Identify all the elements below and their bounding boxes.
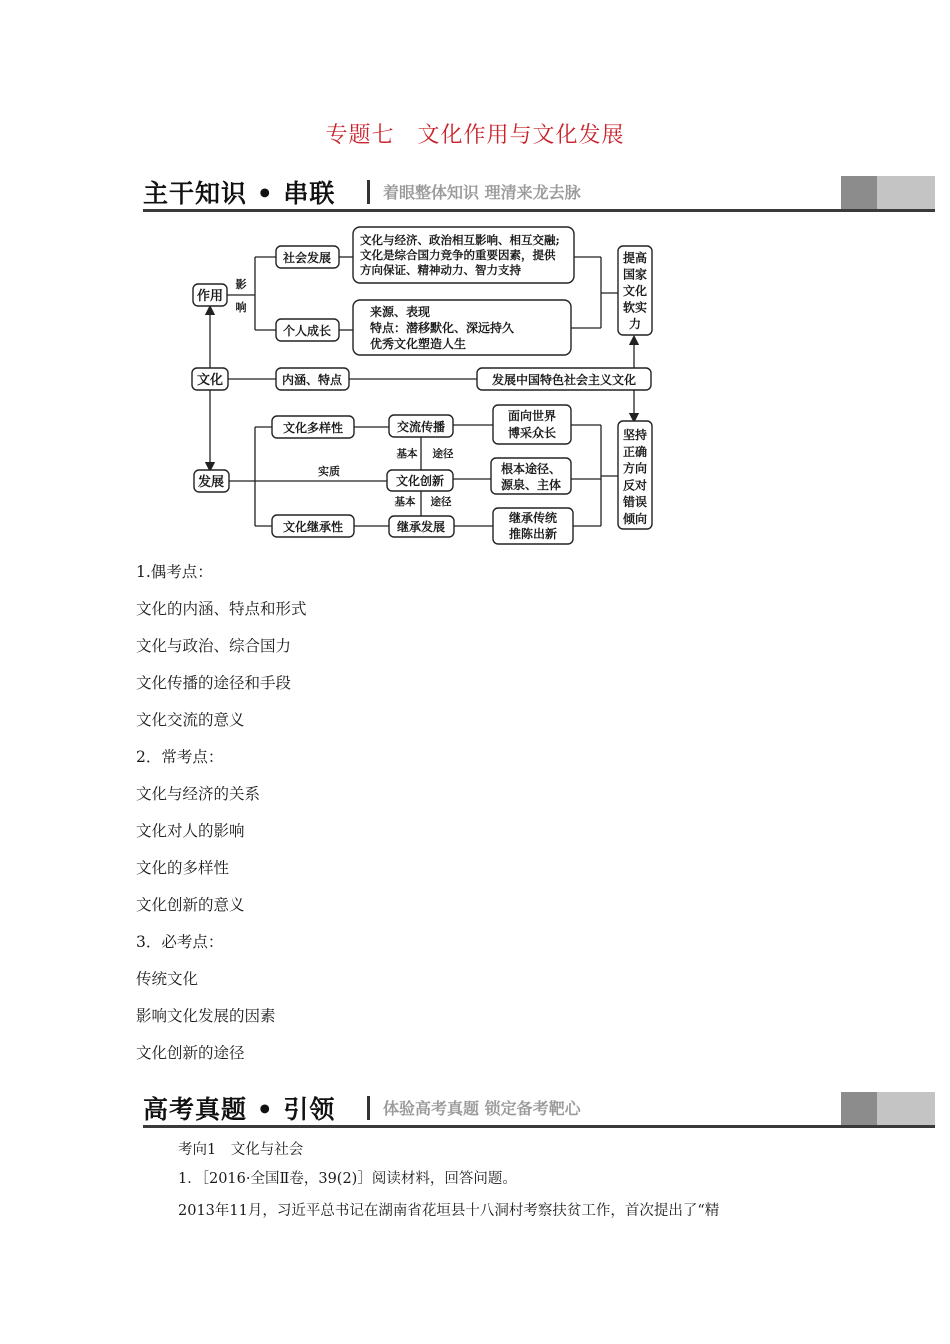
list-item: 文化的内涵、特点和形式 [136,600,307,618]
list-item: 文化与经济的关系 [136,785,261,803]
list-item: 3．必考点： [136,933,224,951]
exam-material: 2013年11月，习近平总书记在湖南省花垣县十八洞村考察扶贫工作，首次提出了“精 [178,1203,720,1219]
tigao-char: 国家 [622,267,648,282]
shehui-desc-line: 文化是综合国力竞争的重要因素，提供 [360,248,556,262]
list-item: 影响文化发展的因素 [136,1007,276,1025]
list-item: 1.偶考点： [136,563,213,581]
list-item: 文化的多样性 [136,859,230,877]
node-jiaoliu: 交流传播 [396,420,446,434]
tigao-char: 提高 [622,251,648,265]
section-banner-exam [143,1092,935,1128]
list-item: 文化传播的途径和手段 [136,674,292,692]
geren-desc-line: 优秀文化塑造人生 [370,337,467,351]
node-zuoyong: 作用 [196,289,224,304]
jicheng-chuantong-line: 推陈出新 [508,527,558,541]
banner-subtitle: 着眼整体知识 理清来龙去脉 [383,183,581,202]
banner-divider [367,180,370,204]
list-item: 文化与政治、综合国力 [136,637,292,655]
label-tujing: 途径 [432,448,454,460]
banner-subtitle: 体验高考真题 锁定备考靶心 [383,1099,581,1118]
node-chuangxin: 文化创新 [395,474,445,488]
jianchi-char: 坚持 [622,428,648,442]
concept-map [185,222,665,552]
list-item: 文化创新的途径 [136,1044,245,1062]
node-fazhan: 发展 [197,475,225,490]
label-ying: 影 [235,278,247,291]
page-title: 专题七 文化作用与文化发展 [325,123,625,148]
geren-desc-line: 特点：潜移默化、深远持久 [370,321,515,335]
jianchi-char: 正确 [622,444,648,459]
banner-divider [367,1096,370,1120]
jianchi-char: 错误 [622,495,648,510]
jianchi-char: 倾向 [622,512,648,526]
banner-light-block [877,176,935,209]
genben-line: 源泉、主体 [500,478,562,492]
banner-heading: 主干知识 • 串联 [143,179,336,208]
list-item: 2．常考点： [136,748,224,766]
jianchi-char: 反对 [622,478,648,493]
mianxiang-line: 面向世界 [507,409,557,423]
node-jicheng-fazhan: 继承发展 [396,520,446,534]
node-neihan: 内涵、特点 [281,373,343,387]
banner-heading: 高考真题 • 引领 [143,1095,336,1124]
list-item: 文化创新的意义 [136,896,245,914]
label-tujing: 途径 [430,496,452,508]
tigao-char: 软实 [622,300,648,315]
list-item: 文化交流的意义 [136,711,245,729]
exam-direction: 考向1 文化与社会 [178,1142,304,1158]
label-jiben: 基本 [396,448,418,460]
label-xiang: 响 [235,301,247,314]
node-shehui-fazhan: 社会发展 [282,251,332,265]
geren-desc-line: 来源、表现 [370,305,431,319]
tigao-char: 力 [628,317,642,331]
banner-gray-block [841,1092,877,1125]
genben-line: 根本途径、 [500,462,562,476]
node-duoyang: 文化多样性 [282,421,344,435]
label-jiben: 基本 [394,496,416,508]
banner-gray-block [841,176,877,209]
shehui-desc-line: 方向保证、精神动力、智力支持 [360,263,521,277]
mianxiang-line: 博采众长 [507,426,557,440]
list-item: 文化对人的影响 [136,822,245,840]
label-shizhi: 实质 [318,465,340,478]
banner-light-block [877,1092,935,1125]
tigao-char: 文化 [622,284,648,298]
section-banner-knowledge [143,176,935,212]
exam-question: 1．［2016·全国Ⅱ卷，39(2)］阅读材料，回答问题。 [178,1171,517,1187]
node-wenhua: 文化 [196,373,224,388]
node-geren-chengzhang: 个人成长 [282,324,332,338]
jianchi-char: 方向 [622,461,648,476]
node-fazhan-zhongguo: 发展中国特色社会主义文化 [491,373,637,387]
list-item: 传统文化 [136,970,199,988]
node-jicheng-xing: 文化继承性 [282,520,344,534]
jicheng-chuantong-line: 继承传统 [508,511,558,525]
shehui-desc-line: 文化与经济、政治相互影响、相互交融; [360,233,560,247]
